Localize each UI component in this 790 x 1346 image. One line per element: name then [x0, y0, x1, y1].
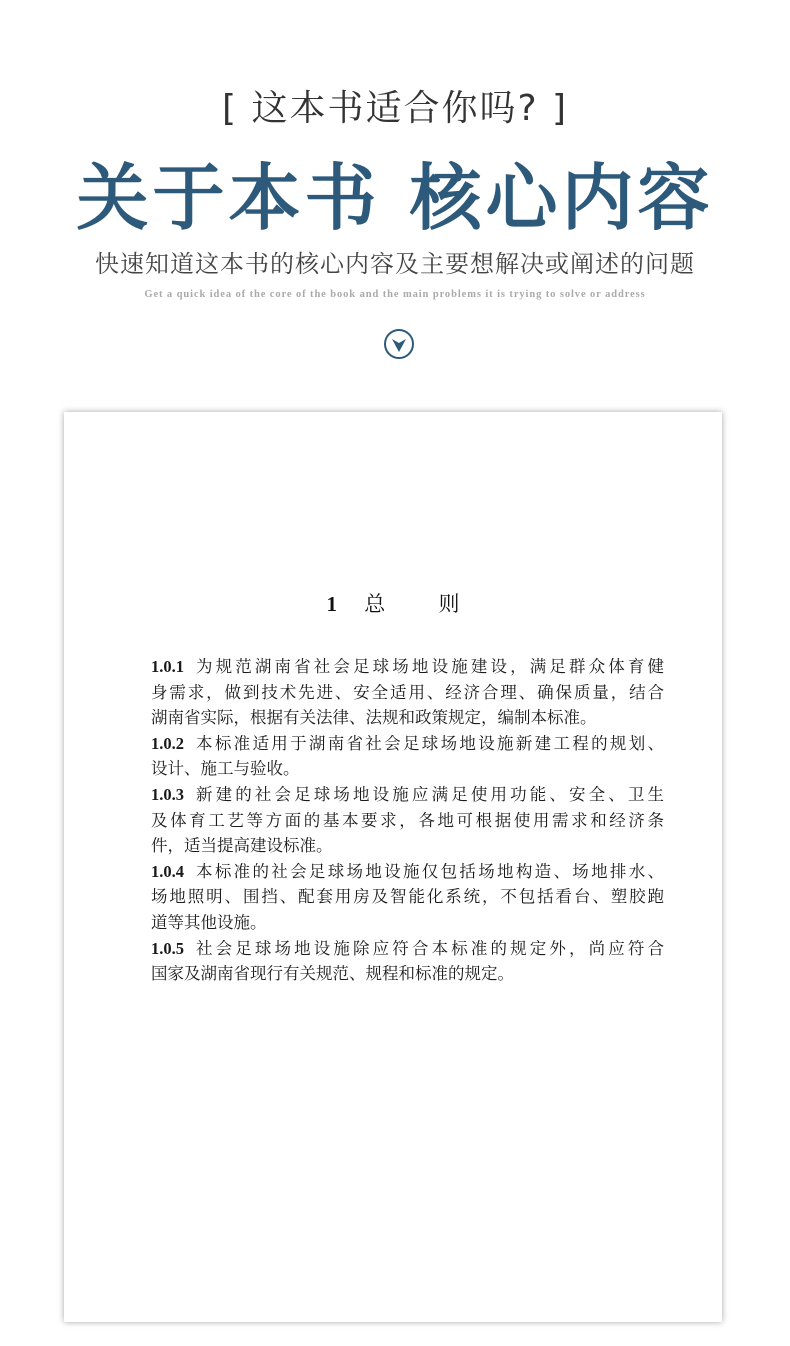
clause-line: [151, 654, 664, 680]
clause-number: 1.0.2: [151, 733, 184, 753]
clause-line: [151, 680, 664, 706]
clause-text: 件，适当提高建设标准。: [151, 836, 333, 856]
clause-text: 场地照明、围挡、配套用房及智能化系统，不包括看台、塑胶跑: [151, 887, 664, 907]
clause-text: 本标准适用于湖南省社会足球场地设施新建工程的规划、: [196, 733, 664, 753]
subtitle-english: Get a quick idea of the core of the book and the main problems it is trying to solve or address: [144, 289, 646, 300]
clause-number: 1.0.3: [151, 784, 184, 804]
clause-line: [151, 756, 664, 782]
subtitle: 快速知道这本书的核心内容及主要想解决或阐述的问题: [95, 250, 695, 278]
clause-text: 新建的社会足球场地设施应满足使用功能、安全、卫生: [196, 784, 664, 804]
clause-line: [151, 705, 664, 731]
clause-text: 湖南省实际，根据有关法律、法规和政策规定，编制本标准。: [151, 708, 597, 728]
clause-line: [151, 731, 664, 757]
clause-text: 国家及湖南省现行有关规范、规程和标准的规定。: [151, 964, 514, 984]
clause-text: 身需求，做到技术先进、安全适用、经济合理、确保质量，结合: [151, 682, 664, 702]
clause-text: 为规范湖南省社会足球场地设施建设，满足群众体育健: [196, 657, 664, 676]
chapter-title-char: 则: [438, 592, 460, 616]
chapter-title-char: 总: [364, 592, 386, 616]
clause-line: [151, 936, 664, 962]
clause-text: 设计、施工与验收。: [151, 759, 300, 779]
clause-text: 社会足球场地设施除应符合本标准的规定外，尚应符合: [196, 938, 664, 958]
clause-text: 及体育工艺等方面的基本要求，各地可根据使用需求和经济条: [151, 810, 664, 830]
clause-number: 1.0.4: [151, 861, 184, 881]
document-page: [64, 412, 722, 1322]
chevron-down-circle-icon: [384, 329, 414, 359]
clause-line: [151, 782, 664, 808]
clause-text: 道等其他设施。: [151, 912, 267, 932]
page-title: 关于本书 核心内容: [76, 155, 714, 240]
clause-line: [151, 833, 664, 859]
clause-line: [151, 808, 664, 834]
chapter-heading: [64, 588, 722, 618]
clause-line: [151, 859, 664, 885]
clause-line: [151, 910, 664, 936]
clauses: [151, 654, 664, 987]
clause-line: [151, 884, 664, 910]
clause-text: 本标准的社会足球场地设施仅包括场地构造、场地排水、: [196, 861, 664, 881]
chapter-number: 1: [326, 592, 337, 616]
clause-number: 1.0.5: [151, 938, 184, 958]
question-heading: [ 这本书适合你吗? ]: [221, 88, 569, 129]
clause-line: [151, 961, 664, 987]
clause-number: 1.0.1: [151, 657, 184, 676]
